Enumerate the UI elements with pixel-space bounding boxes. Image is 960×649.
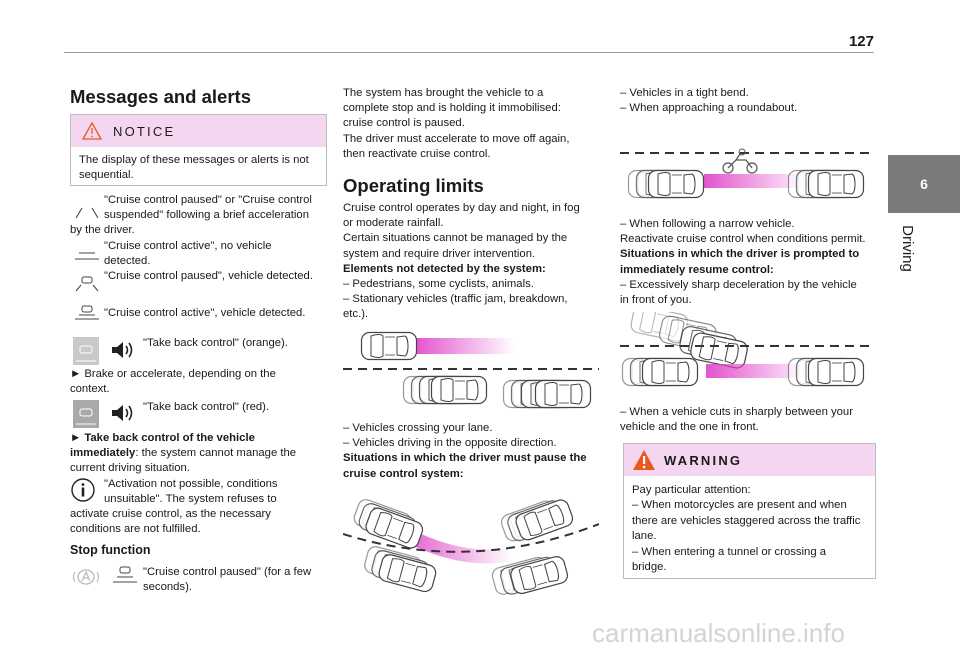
watermark: carmanualsonline.info	[592, 618, 845, 648]
warning-text	[624, 476, 875, 575]
speaker-sound-icon-2	[110, 402, 136, 424]
right-p2-l2: Reactivate cruise control when conditions permit.	[620, 233, 866, 246]
warn-l1: Pay particular attention:	[632, 484, 751, 496]
msg7-line2: unsuitable". The system refuses to	[104, 492, 277, 505]
msg7-line4: conditions are not fulfilled.	[70, 523, 201, 536]
warn-l2: – When motorcycles are present and when	[632, 499, 847, 512]
mid-p3-l1: – Vehicles crossing your lane.	[343, 422, 493, 434]
action2	[70, 431, 335, 537]
vehicle-detected-paused-icon	[73, 276, 101, 292]
mid-p2-l3: Certain situations cannot be managed by the	[343, 232, 568, 245]
mid-p1-l2: complete stop and is holding it immobilised:	[343, 102, 561, 115]
middle-intro	[343, 86, 603, 162]
msg6-line: "Take back control" (red).	[143, 401, 270, 413]
mid-p1-l4: The driver must accelerate to move off again,	[343, 132, 570, 145]
msg3-line: "Cruise control paused", vehicle detected.	[104, 270, 313, 283]
right-p2-bold2: immediately resume control:	[620, 263, 774, 276]
vehicle-detected-active-icon	[73, 305, 101, 323]
msg1-line2: suspended" following a brief acceleration	[104, 209, 309, 222]
action2-rest: : the system cannot manage the	[135, 447, 297, 460]
warning-triangle-icon	[81, 121, 103, 141]
right-p1-l1: – Vehicles in a tight bend.	[620, 87, 749, 99]
right-p3-l2: vehicle and the one in front.	[620, 421, 759, 434]
illustration-stationary-vehicles	[343, 330, 599, 412]
mid-p2-l4: system and require driver intervention.	[343, 247, 536, 260]
middle-limits	[343, 201, 603, 323]
stop-line1: "Cruise control paused" (for a few	[143, 566, 312, 578]
action1	[70, 367, 335, 397]
mid-p2-l6: – Stationary vehicles (traffic jam, breakdown,	[343, 293, 568, 306]
illustration-cut-in	[620, 312, 874, 396]
notice-title: NOTICE	[113, 123, 176, 139]
chapter-title: Driving	[898, 225, 916, 272]
msg7-line1: "Activation not possible, conditions	[104, 477, 278, 490]
msg5-line: "Take back control" (orange).	[143, 337, 288, 349]
msg1-line1: "Cruise control paused" or "Cruise control	[104, 194, 312, 206]
chapter-tab[interactable]: 6	[888, 155, 960, 213]
messages-list	[70, 193, 335, 284]
mid-p1-l5: then reactivate cruise control.	[343, 147, 491, 160]
notice-text: The display of these messages or alerts is not sequential.	[79, 154, 309, 182]
action1-line2: context.	[70, 383, 110, 396]
header-rule	[64, 52, 874, 53]
right-intro	[620, 86, 880, 116]
middle-crossing	[343, 421, 605, 482]
action2-line3: current driving situation.	[70, 462, 190, 475]
notice-header	[71, 115, 326, 147]
warn-l3: there are vehicles staggered across the traffic	[632, 514, 861, 527]
mid-p3-l2: – Vehicles driving in the opposite direction.	[343, 437, 557, 450]
msg2-line1: "Cruise control active", no vehicle	[104, 239, 272, 252]
right-cutin	[620, 405, 882, 435]
right-p2-l3: – Excessively sharp deceleration by the vehicle	[620, 278, 857, 291]
stop-text	[143, 565, 328, 595]
mid-p1-l1: The system has brought the vehicle to a	[343, 87, 544, 99]
alert-red-icon	[73, 400, 99, 428]
illustration-narrow-vehicle	[620, 146, 874, 208]
warning-box	[623, 443, 876, 579]
action1-line1: ► Brake or accelerate, depending on the	[70, 368, 276, 380]
warn-l6: bridge.	[632, 561, 667, 574]
section-heading-operating-limits: Operating limits	[343, 175, 484, 196]
right-narrow	[620, 217, 882, 308]
mid-p2-l5: – Pedestrians, some cyclists, animals.	[343, 278, 534, 291]
warn-l4: lane.	[632, 530, 657, 543]
warn-l5: – When entering a tunnel or crossing a	[632, 545, 827, 558]
action2-bold: immediately	[70, 447, 136, 460]
info-icon	[70, 477, 96, 503]
mid-p3-bold1: Situations in which the driver must pause the	[343, 452, 587, 465]
msg4-line: "Cruise control active", vehicle detected.	[104, 307, 306, 319]
right-p1-l2: – When approaching a roundabout.	[620, 102, 798, 115]
notice-box	[70, 114, 327, 186]
msg7-line3: activate cruise control, as the necessary	[70, 508, 271, 521]
mid-p2-l1: Cruise control operates by day and night, in fog	[343, 202, 580, 214]
warning-title: WARNING	[664, 452, 743, 468]
stop-function-heading: Stop function	[70, 543, 151, 557]
lane-lines-icon	[73, 206, 101, 220]
stop-line2: seconds).	[143, 581, 192, 594]
action2-line1: ► Take back control of the vehicle	[70, 432, 255, 444]
mid-p2-l7: etc.).	[343, 308, 369, 321]
section-heading-messages: Messages and alerts	[70, 86, 251, 107]
mid-p2-l2: or moderate rainfall.	[343, 217, 444, 230]
illustration-tight-bend	[343, 494, 599, 598]
right-p3-l1: – When a vehicle cuts in sharply between your	[620, 406, 853, 418]
warning-triangle-filled-icon	[632, 449, 656, 471]
lane-lines-active-icon	[73, 248, 101, 262]
speaker-sound-icon	[110, 339, 136, 361]
right-p2-l1: – When following a narrow vehicle.	[620, 218, 795, 230]
mid-p3-bold2: cruise control system:	[343, 467, 464, 480]
msg2-line2: detected.	[104, 254, 151, 267]
mid-p1-l3: cruise control is paused.	[343, 117, 465, 130]
msg1-line3: by the driver.	[70, 224, 135, 237]
auto-hold-icon	[72, 568, 100, 586]
right-p2-bold1: Situations in which the driver is prompted to	[620, 248, 860, 261]
page-number: 127	[848, 33, 874, 50]
mid-p2-bold: Elements not detected by the system:	[343, 262, 546, 275]
warning-header	[624, 444, 875, 476]
stop-vehicle-icon	[111, 566, 139, 586]
right-p2-l4: in front of you.	[620, 294, 692, 307]
alert-orange-icon	[73, 337, 99, 365]
